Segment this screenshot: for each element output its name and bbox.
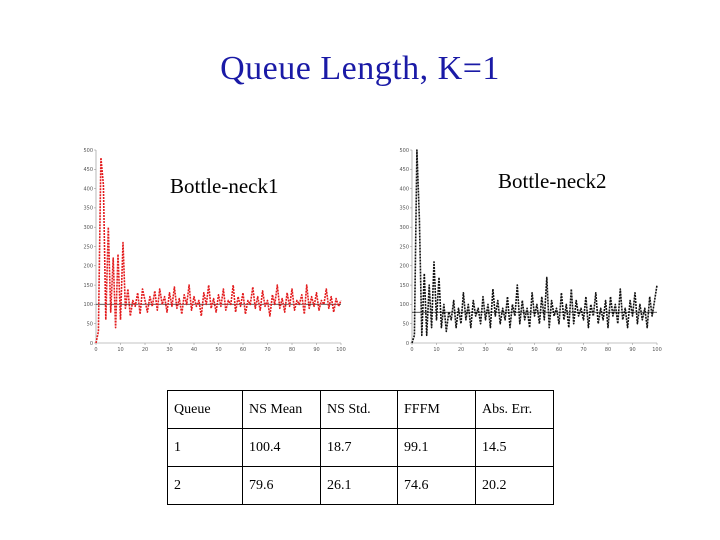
x-tick-label: 20 bbox=[457, 347, 465, 353]
table-cell: 1 bbox=[168, 429, 243, 467]
x-tick-label: 50 bbox=[215, 347, 222, 353]
y-tick-label: 250 bbox=[83, 244, 93, 251]
table-cell: 99.1 bbox=[398, 429, 476, 467]
x-tick-label: 80 bbox=[288, 347, 296, 353]
table-cell: 20.2 bbox=[476, 467, 554, 505]
table-row bbox=[168, 467, 554, 505]
table-cell: 18.7 bbox=[321, 429, 398, 467]
x-tick-label: 100 bbox=[336, 347, 346, 353]
y-tick-label: 150 bbox=[83, 282, 93, 289]
table-cell: 74.6 bbox=[398, 467, 476, 505]
y-tick-label: 150 bbox=[399, 282, 409, 289]
results-table bbox=[167, 390, 554, 505]
y-tick-label: 0 bbox=[405, 340, 409, 347]
table-header-cell: FFFM bbox=[398, 391, 476, 429]
y-tick-label: 500 bbox=[399, 147, 409, 154]
table-header-cell: Queue bbox=[168, 391, 243, 429]
y-tick-label: 0 bbox=[89, 340, 93, 347]
y-tick-label: 200 bbox=[83, 263, 93, 270]
y-tick-label: 50 bbox=[86, 321, 93, 328]
x-tick-label: 80 bbox=[604, 347, 612, 353]
y-tick-label: 450 bbox=[83, 167, 93, 174]
y-tick-label: 400 bbox=[399, 186, 409, 193]
table-header-cell: NS Std. bbox=[321, 391, 398, 429]
bottleneck1-label: Bottle-neck1 bbox=[170, 174, 279, 198]
x-tick-label: 60 bbox=[555, 347, 563, 353]
y-tick-label: 300 bbox=[399, 225, 409, 231]
x-tick-label: 0 bbox=[410, 347, 414, 353]
bottleneck2-label: Bottle-neck2 bbox=[498, 169, 607, 193]
y-tick-label: 300 bbox=[83, 225, 93, 231]
y-tick-label: 400 bbox=[83, 186, 93, 193]
x-tick-label: 100 bbox=[652, 347, 662, 353]
x-tick-label: 70 bbox=[580, 347, 587, 353]
table-header-row bbox=[168, 391, 554, 429]
table-header-cell: NS Mean bbox=[243, 391, 321, 429]
y-tick-label: 100 bbox=[399, 302, 409, 309]
y-tick-label: 200 bbox=[399, 263, 409, 270]
table-cell: 26.1 bbox=[321, 467, 398, 505]
x-tick-label: 40 bbox=[506, 347, 514, 353]
table-cell: 14.5 bbox=[476, 429, 554, 467]
x-tick-label: 0 bbox=[94, 347, 98, 353]
x-tick-label: 10 bbox=[433, 347, 440, 353]
y-tick-label: 100 bbox=[83, 302, 93, 309]
table-cell: 100.4 bbox=[243, 429, 321, 467]
y-tick-label: 350 bbox=[399, 205, 409, 212]
table-cell: 79.6 bbox=[243, 467, 321, 505]
y-tick-label: 450 bbox=[399, 167, 409, 174]
x-tick-label: 10 bbox=[117, 347, 124, 353]
x-tick-label: 50 bbox=[531, 347, 538, 353]
x-tick-label: 90 bbox=[313, 347, 320, 353]
y-tick-label: 250 bbox=[399, 244, 409, 251]
x-tick-label: 30 bbox=[482, 347, 489, 353]
x-tick-label: 90 bbox=[629, 347, 636, 353]
x-tick-label: 60 bbox=[239, 347, 247, 353]
x-tick-label: 30 bbox=[166, 347, 173, 353]
table-cell: 2 bbox=[168, 467, 243, 505]
x-tick-label: 40 bbox=[190, 347, 198, 353]
table-row bbox=[168, 429, 554, 467]
x-tick-label: 70 bbox=[264, 347, 271, 353]
slide-title: Queue Length, K=1 bbox=[220, 50, 500, 87]
x-tick-label: 20 bbox=[141, 347, 149, 353]
y-tick-label: 500 bbox=[83, 147, 93, 154]
y-tick-label: 350 bbox=[83, 205, 93, 212]
table-header-cell: Abs. Err. bbox=[476, 391, 554, 429]
y-tick-label: 50 bbox=[402, 321, 409, 328]
